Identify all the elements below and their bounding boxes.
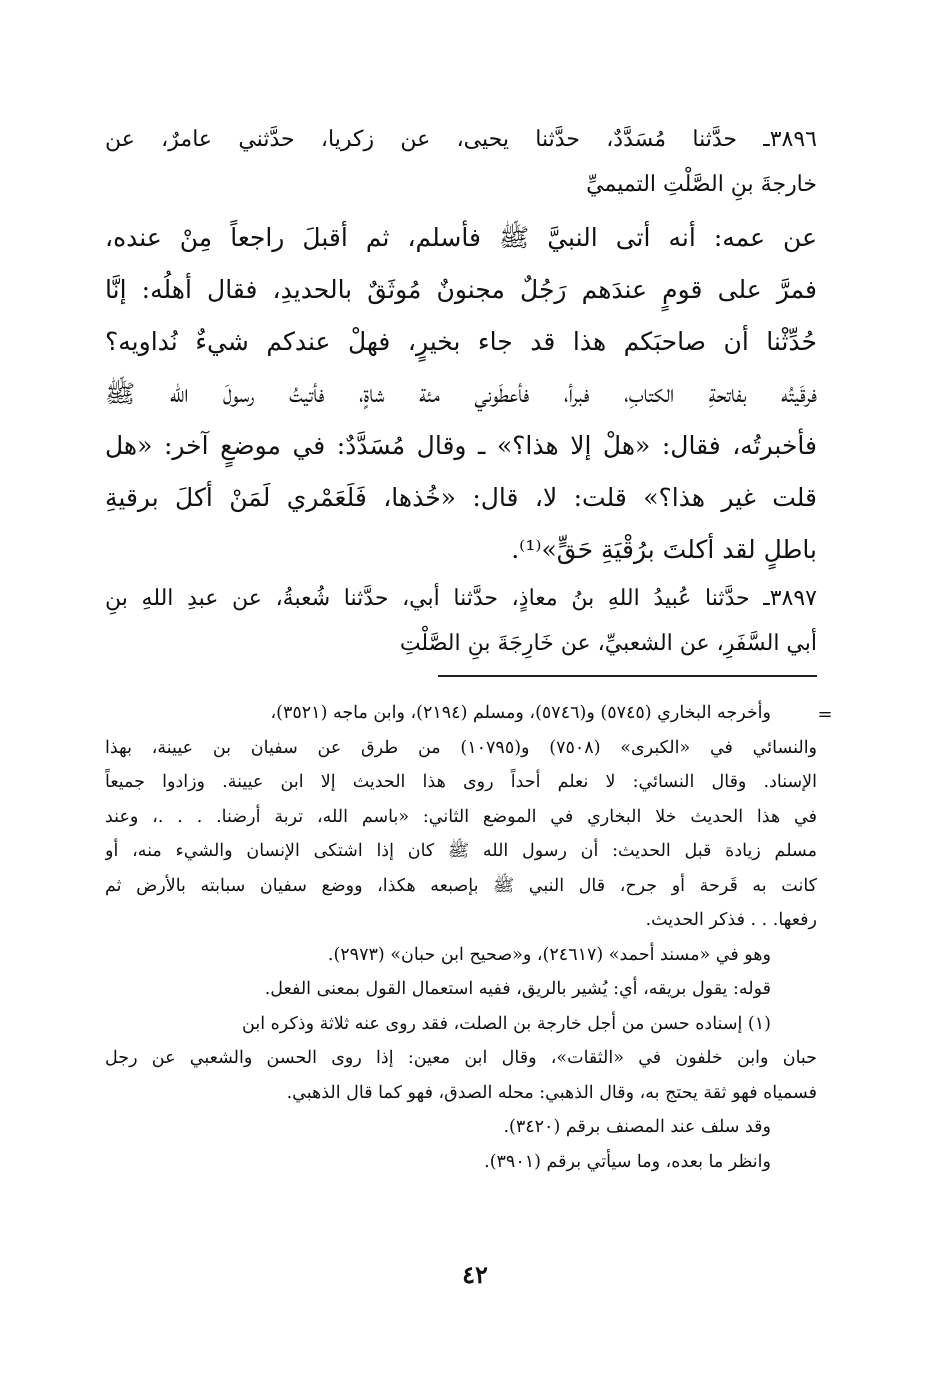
- matn-line: فرقَيتُه بفاتحةِ الكتابِ، فبرأ، فأعطَوني مئة شاةٍ، فأتيتُ رسولَ الله ﷺ: [105, 379, 817, 408]
- isnad-line: أبي السَّفَرِ، عن الشعبيِّ، عن خَارِجَةَ بنِ الصَّلْتِ: [399, 631, 817, 656]
- matn-line: فأخبرتُه، فقال: «هلْ إلا هذا؟» ـ وقال مُسَدَّدٌ: في موضعٍ آخر: «هل: [105, 431, 817, 460]
- matn-line: عن عمه: أنه أتى النبيَّ ﷺ فأسلم، ثم أقبلَ راجعاً مِنْ عنده،: [105, 223, 817, 252]
- page-number: ٤٢: [462, 1260, 488, 1289]
- isnad-line: ٣٨٩٧ـ حدَّثنا عُبيدُ اللهِ بنُ معاذٍ، حدَّثنا أبي، حدَّثنا شُعبةُ، عن عبدِ اللهِ بنِ: [105, 586, 817, 611]
- footnote-line: حبان وابن خلفون في «الثقات»، وقال ابن معين: إذا روى الحسن والشعبي عن رجل: [105, 1048, 817, 1068]
- footnote-line: كانت به قَرحة أو جرح، قال النبي ﷺ بإصبعه هكذا، ووضع سفيان سبابته بالأرض ثم: [105, 875, 817, 896]
- hadith-3896-matn: [105, 212, 817, 576]
- footnote-line: وأخرجه البخاري (٥٧٤٥) و(٥٧٤٦)، ومسلم (٢١٩٤)، وابن ماجه (٣٥٢١)،: [270, 703, 771, 723]
- matn-line: قلت غير هذا؟» قلت: لا، قال: «خُذها، فَلَعَمْري لَمَنْ أكلَ برقيةِ: [105, 483, 817, 512]
- isnad-line: ٣٨٩٦ـ حدَّثنا مُسَدَّدٌ، حدَّثنا يحيى، عن زكريا، حدَّثني عامرٌ، عن: [105, 127, 817, 152]
- footnote-line: الإسناد. وقال النسائي: لا نعلم أحداً روى هذا الحديث إلا ابن عيينة. وزادوا جميعاً: [105, 772, 817, 792]
- hadith-3896-isnad: [105, 117, 817, 207]
- footnote-line: وهو في «مسند أحمد» (٢٤٦١٧)، و«صحيح ابن حبان» (٢٩٧٣).: [327, 944, 771, 965]
- footnotes: [105, 696, 817, 1179]
- footnote-line: رفعها. . . فذكر الحديث.: [645, 910, 817, 930]
- footnote-separator: [438, 675, 817, 677]
- footnote-line: والنسائي في «الكبرى» (٧٥٠٨) و(١٠٧٩٥) من طرق عن سفيان بن عيينة، بهذا: [105, 737, 817, 758]
- footnote-line: مسلم زيادة قبل الحديث: أن رسول الله ﷺ كان إذا اشتكى الإنسان والشيء منه، أو: [105, 841, 817, 861]
- footnote-line: وقد سلف عند المصنف برقم (٣٤٢٠).: [503, 1117, 771, 1137]
- footnote-line: في هذا الحديث خلا البخاري في الموضع الثاني: «باسم الله، تربة أرضنا. . . .، وعند: [105, 806, 817, 827]
- isnad-line: خارجةَ بنِ الصَّلْتِ التميميِّ: [586, 172, 817, 197]
- footnote-line: فسمياه فهو ثقة يحتج به، وقال الذهبي: محله الصدق، فهو كما قال الذهبي.: [286, 1082, 817, 1103]
- hadith-3897-isnad: [105, 576, 817, 666]
- footnote-line: (١) إسناده حسن من أجل خارجة بن الصلت، فقد روى عنه ثلاثة وذكره ابن: [242, 1013, 771, 1034]
- footnote-line: قوله: يقول بريقه، أي: يُشير بالريق، ففيه استعمال القول بمعنى الفعل.: [264, 979, 771, 999]
- footnote-line: وانظر ما بعده، وما سيأتي برقم (٣٩٠١).: [484, 1151, 771, 1172]
- footnote-continuation-mark: =: [817, 704, 833, 725]
- matn-line: باطلٍ لقد أكلتَ برُقْيَةِ حَقٍّ»⁽¹⁾.: [511, 535, 817, 564]
- matn-line: فمرَّ على قومٍ عندَهم رَجُلٌ مجنونٌ مُوثَقٌ بالحديدِ، فقال أهلُه: إنَّا: [105, 275, 817, 304]
- matn-line: حُدِّثْنا أن صاحبَكم هذا قد جاء بخيرٍ، فهلْ عندكم شيءٌ نُداويه؟: [105, 327, 817, 356]
